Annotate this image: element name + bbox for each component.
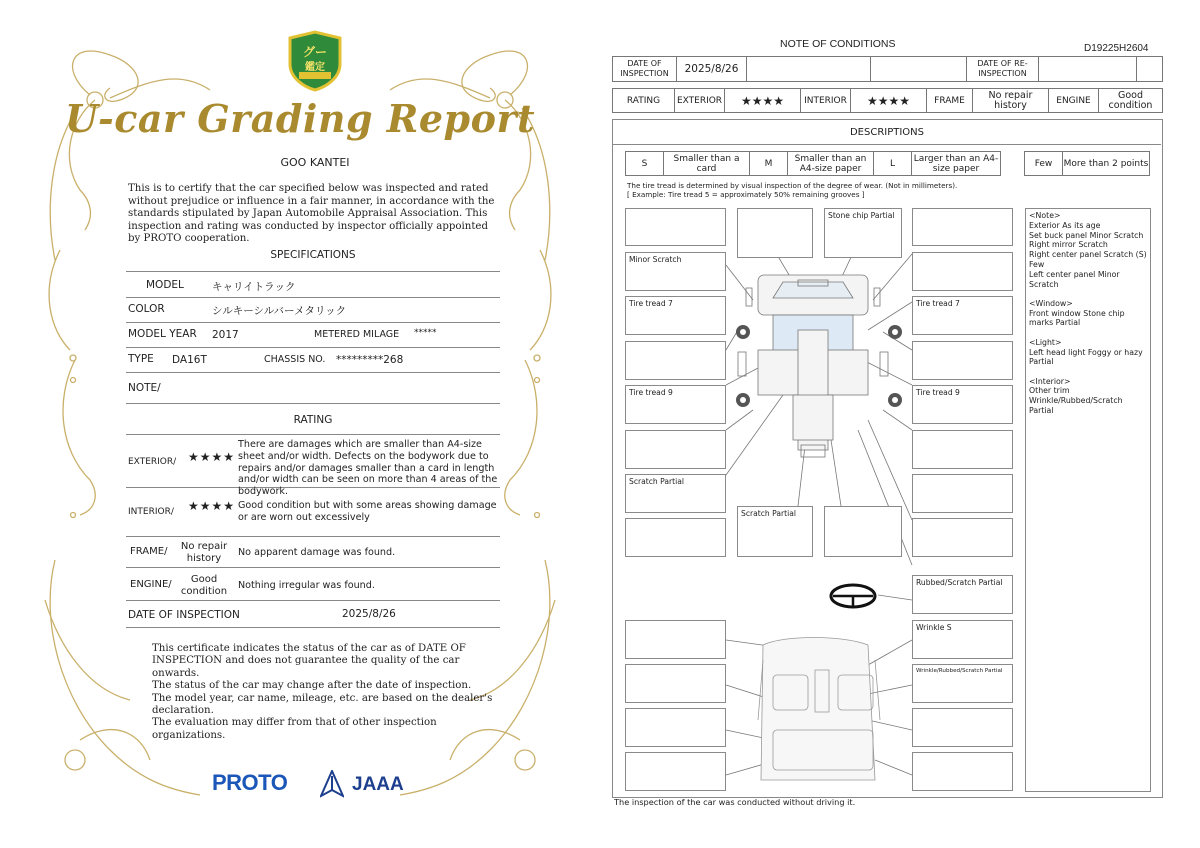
noc-frame-value: No repair history bbox=[973, 89, 1049, 113]
note-interior: <Interior> Other trim Wrinkle/Rubbed/Scratch Partial bbox=[1029, 376, 1123, 416]
frame-value: No repair history bbox=[180, 541, 228, 564]
reinspection-value bbox=[1039, 57, 1137, 82]
chassis-value: *********268 bbox=[336, 354, 404, 366]
rating-row-interior bbox=[126, 488, 500, 537]
legend-l-text: Larger than an A4-size paper bbox=[912, 152, 1001, 176]
rating-row-frame bbox=[126, 537, 500, 568]
damage-box bbox=[625, 752, 726, 791]
damage-box-tire-right-rear: Tire tread 9 bbox=[912, 385, 1013, 424]
model-year-label: MODEL YEAR bbox=[128, 328, 197, 340]
frame-label: FRAME/ bbox=[130, 546, 168, 557]
engine-label: ENGINE/ bbox=[130, 579, 172, 590]
noc-interior-label: INTERIOR bbox=[801, 89, 851, 113]
damage-box-steering: Rubbed/Scratch Partial bbox=[912, 575, 1013, 614]
type-label: TYPE bbox=[128, 353, 154, 365]
exterior-stars: ★★★★ bbox=[188, 450, 236, 464]
damage-box-stone-chip: Stone chip Partial bbox=[824, 208, 902, 258]
specifications-heading: SPECIFICATIONS bbox=[270, 249, 356, 261]
milage-value: ***** bbox=[414, 328, 437, 338]
reinspection-blank-cell bbox=[1137, 57, 1163, 82]
damage-box bbox=[912, 474, 1013, 513]
damage-box-trim: Wrinkle/Rubbed/Scratch Partial bbox=[912, 664, 1013, 703]
interior-stars: ★★★★ bbox=[188, 499, 236, 513]
note-window: <Window> Front window Stone chip marks Partial bbox=[1029, 298, 1125, 328]
date-of-inspection-label: DATE OF INSPECTION bbox=[613, 57, 677, 82]
frame-text: No apparent damage was found. bbox=[238, 547, 396, 558]
proto-logo: PROTO bbox=[212, 770, 288, 795]
certificate-subtitle: GOO KANTEI bbox=[280, 156, 350, 169]
spec-row-model-year bbox=[126, 323, 500, 348]
svg-text:鑑定: 鑑定 bbox=[305, 62, 325, 73]
svg-text:グー: グー bbox=[302, 45, 328, 59]
rating-row-exterior bbox=[126, 434, 500, 498]
damage-box bbox=[625, 664, 726, 703]
note-light: <Light> Left head light Foggy or hazy Partial bbox=[1029, 337, 1143, 367]
descriptions-panel bbox=[612, 119, 1163, 798]
noc-interior-stars: ★★★★ bbox=[851, 89, 927, 113]
legend-few-text: More than 2 points bbox=[1063, 152, 1150, 176]
inspection-footnote: The inspection of the car was conducted without driving it. bbox=[614, 797, 856, 807]
damage-box-tire-left-front: Tire tread 7 bbox=[625, 296, 726, 335]
noc-exterior-stars: ★★★★ bbox=[725, 89, 801, 113]
color-label: COLOR bbox=[128, 303, 165, 315]
reinspection-label: DATE OF RE-INSPECTION bbox=[967, 57, 1039, 82]
damage-box-wrinkle: Wrinkle S bbox=[912, 620, 1013, 659]
jaaa-logo: JAAA bbox=[352, 774, 404, 795]
jaaa-emblem-icon bbox=[320, 770, 344, 798]
spec-row-model bbox=[126, 271, 500, 298]
damage-box bbox=[912, 208, 1013, 246]
goo-kantei-badge-icon bbox=[286, 30, 344, 92]
chassis-label: CHASSIS NO. bbox=[264, 354, 326, 365]
legend-s: S bbox=[626, 152, 664, 176]
interior-label: INTERIOR/ bbox=[128, 507, 174, 517]
noc-engine-label: ENGINE bbox=[1049, 89, 1099, 113]
descriptions-heading: DESCRIPTIONS bbox=[613, 120, 1161, 145]
damage-box bbox=[625, 518, 726, 557]
damage-box bbox=[625, 620, 726, 659]
logo-area bbox=[212, 770, 412, 800]
damage-box-tire-right-front: Tire tread 7 bbox=[912, 296, 1013, 335]
damage-box bbox=[625, 430, 726, 469]
damage-box-scratch-left: Scratch Partial bbox=[625, 474, 726, 513]
spec-row-type bbox=[126, 348, 500, 373]
damage-box-tire-left-rear: Tire tread 9 bbox=[625, 385, 726, 424]
exterior-text: There are damages which are smaller than A4-size sheet and/or width. Defects on the bodywork due to repairs and/or damages smaller than a card in length and/or width can be seen on more than 4 areas of the bodywork. bbox=[238, 439, 498, 498]
damage-box bbox=[824, 506, 902, 557]
type-value: DA16T bbox=[172, 354, 207, 366]
noc-frame-label: FRAME bbox=[927, 89, 973, 113]
damage-box bbox=[625, 341, 726, 380]
certificate-title: U-car Grading Report bbox=[64, 96, 536, 141]
date-blank-cell bbox=[747, 57, 871, 82]
noc-engine-value: Good condition bbox=[1099, 89, 1163, 113]
engine-value: Good condition bbox=[180, 574, 228, 597]
damage-box bbox=[912, 752, 1013, 791]
rating-summary-table bbox=[612, 88, 1163, 113]
date-label: DATE OF INSPECTION bbox=[128, 609, 240, 621]
date-value: 2025/8/26 bbox=[342, 608, 396, 620]
noc-title: NOTE OF CONDITIONS bbox=[780, 38, 896, 50]
color-value: シルキーシルバーメタリック bbox=[212, 305, 347, 317]
damage-box bbox=[912, 341, 1013, 380]
model-label: MODEL bbox=[146, 279, 184, 291]
date-of-inspection-value: 2025/8/26 bbox=[677, 57, 747, 82]
note-general: <Note> Exterior As its age Set buck panel Minor Scratch Right mirror Scratch Right center panel Scratch (S) Few Left center panel Minor Scratch bbox=[1029, 211, 1147, 289]
interior-text: Good condition but with some areas showing damage or are worn out excessively bbox=[238, 500, 497, 523]
model-value: キャリイトラック bbox=[212, 281, 296, 293]
rating-label: RATING bbox=[613, 89, 675, 113]
noc-document-id: D19225H2604 bbox=[1084, 43, 1149, 54]
tire-tread-note: The tire tread is determined by visual inspection of the degree of wear. (Not in millimeters). [ Example: Tire tread 5 = approximately 50% remaining grooves ] bbox=[627, 181, 958, 199]
legend-few: Few bbox=[1025, 152, 1063, 176]
rating-row-engine bbox=[126, 568, 500, 601]
damage-box-minor-scratch: Minor Scratch bbox=[625, 252, 726, 291]
engine-text: Nothing irregular was found. bbox=[238, 580, 375, 591]
certificate-intro: This is to certify that the car specified below was inspected and rated without prejudice or influence in a fair manner, in accordance with the standards stipulated by Japan Automobile Appraisal Association. This inspection and rating was conducted by inspector officially appointed by PROTO cooperation. bbox=[128, 183, 495, 245]
rating-heading: RATING bbox=[293, 414, 333, 426]
legend-m: M bbox=[750, 152, 788, 176]
exterior-label: EXTERIOR/ bbox=[128, 457, 177, 467]
damage-box bbox=[625, 708, 726, 747]
damage-box bbox=[737, 208, 813, 258]
legend-m-text: Smaller than an A4-size paper bbox=[788, 152, 874, 176]
certificate-disclaimer: This certificate indicates the status of the car as of DATE OF INSPECTION and does not guarantee the quality of the car onwards. The status of the car may change after the date of inspection. The model year, car name, mileage, etc. are based on the dealer's declaration. The evaluation may differ from that of other inspection organizations. bbox=[152, 643, 493, 741]
model-year-value: 2017 bbox=[212, 329, 239, 341]
spec-row-note bbox=[126, 373, 500, 404]
noc-exterior-label: EXTERIOR bbox=[675, 89, 725, 113]
note-label: NOTE/ bbox=[128, 382, 161, 394]
legend-s-text: Smaller than a card bbox=[664, 152, 750, 176]
damage-box bbox=[912, 518, 1013, 557]
condition-notes bbox=[1025, 208, 1151, 792]
date-of-inspection-row bbox=[126, 601, 500, 628]
milage-label: METERED MILAGE bbox=[314, 329, 400, 340]
damage-box bbox=[912, 708, 1013, 747]
damage-box bbox=[912, 252, 1013, 291]
damage-box bbox=[912, 430, 1013, 469]
legend-l: L bbox=[874, 152, 912, 176]
spec-row-color bbox=[126, 298, 500, 323]
damage-box bbox=[625, 208, 726, 246]
damage-box-scratch-bottom: Scratch Partial bbox=[737, 506, 813, 557]
inspection-date-table bbox=[612, 56, 1163, 82]
